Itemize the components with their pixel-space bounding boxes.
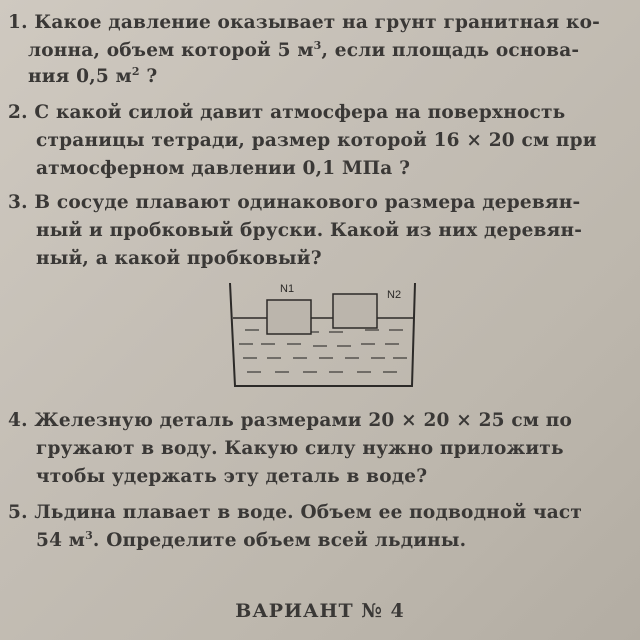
problem-3-number: 3. (8, 192, 28, 213)
problem-2-line-2 (36, 130, 597, 151)
problem-4-text-2: гружают в воду. Какую силу нужно приложить (36, 438, 564, 459)
problem-4-line-1 (8, 410, 572, 431)
block-n1 (267, 300, 311, 334)
vessel-figure (225, 278, 420, 393)
problem-3-line-3 (36, 248, 322, 269)
problem-4-number: 4. (8, 410, 28, 431)
problem-5-line-2 (36, 530, 466, 551)
problem-1-text-3: если площадь основа- (334, 40, 580, 61)
problem-5-line-1 (8, 502, 582, 523)
label-n1: N1 (280, 283, 295, 295)
problem-5-number: 5. (8, 502, 28, 523)
problem-1-line-3 (28, 66, 157, 87)
problem-2-line-3 (36, 158, 410, 179)
problem-1-line-2: лонна, объем которой 5 $м^3$, если площадь основа- (28, 38, 580, 61)
problem-1-line-1 (8, 12, 600, 33)
problem-5-text-1: Льдина плавает в воде. Объем ее подводной част (34, 502, 583, 523)
problem-1-text-1: Какое давление оказывает на грунт гранитная ко- (34, 12, 601, 33)
problem-4-line-2 (36, 438, 564, 459)
problem-5-text-2: 54 м (36, 530, 86, 551)
problem-2-number: 2. (8, 102, 28, 123)
problem-3-line-2 (36, 220, 582, 241)
problem-3-text-2: ный и пробковый бруски. Какой из них деревян- (36, 220, 583, 241)
block-n2 (333, 294, 377, 328)
problem-3-line-1 (8, 192, 580, 213)
problem-2-text-1: С какой силой давит атмосфера на поверхность (34, 102, 566, 123)
problem-4-text-3: чтобы удержать эту деталь в воде? (36, 466, 428, 487)
problem-2-line-1 (8, 102, 565, 123)
problem-1-number: 1. (8, 12, 28, 33)
problem-1-sup-2: 2 (131, 64, 140, 78)
problem-1-text-2: лонна, объем которой 5 м (28, 40, 314, 61)
problem-5-sup: 3 (85, 528, 93, 542)
problem-5-text-3: . Определите объем всей льдины. (92, 530, 467, 551)
problem-4-line-3 (36, 466, 427, 487)
problem-4-text-1: Железную деталь размерами 20 × 20 × 25 см по (34, 410, 573, 431)
problem-3-text-3: ный, а какой пробковый? (36, 248, 322, 269)
problem-1-text-5: ? (146, 66, 158, 87)
problem-1-sup-1: 3 (313, 38, 322, 52)
problem-1-text-4: ния 0,5 м (28, 66, 132, 87)
problem-3-text-1: В сосуде плавают одинакового размера деревян- (34, 192, 581, 213)
problem-2-text-2: страницы тетради, размер которой 16 × 20 см при (36, 130, 597, 151)
problem-2-text-3: атмосферном давлении 0,1 МПа ? (36, 158, 411, 179)
water-hatching (239, 330, 407, 372)
variant-heading: ВАРИАНТ № 4 (235, 600, 405, 622)
label-n2: N2 (387, 289, 402, 301)
